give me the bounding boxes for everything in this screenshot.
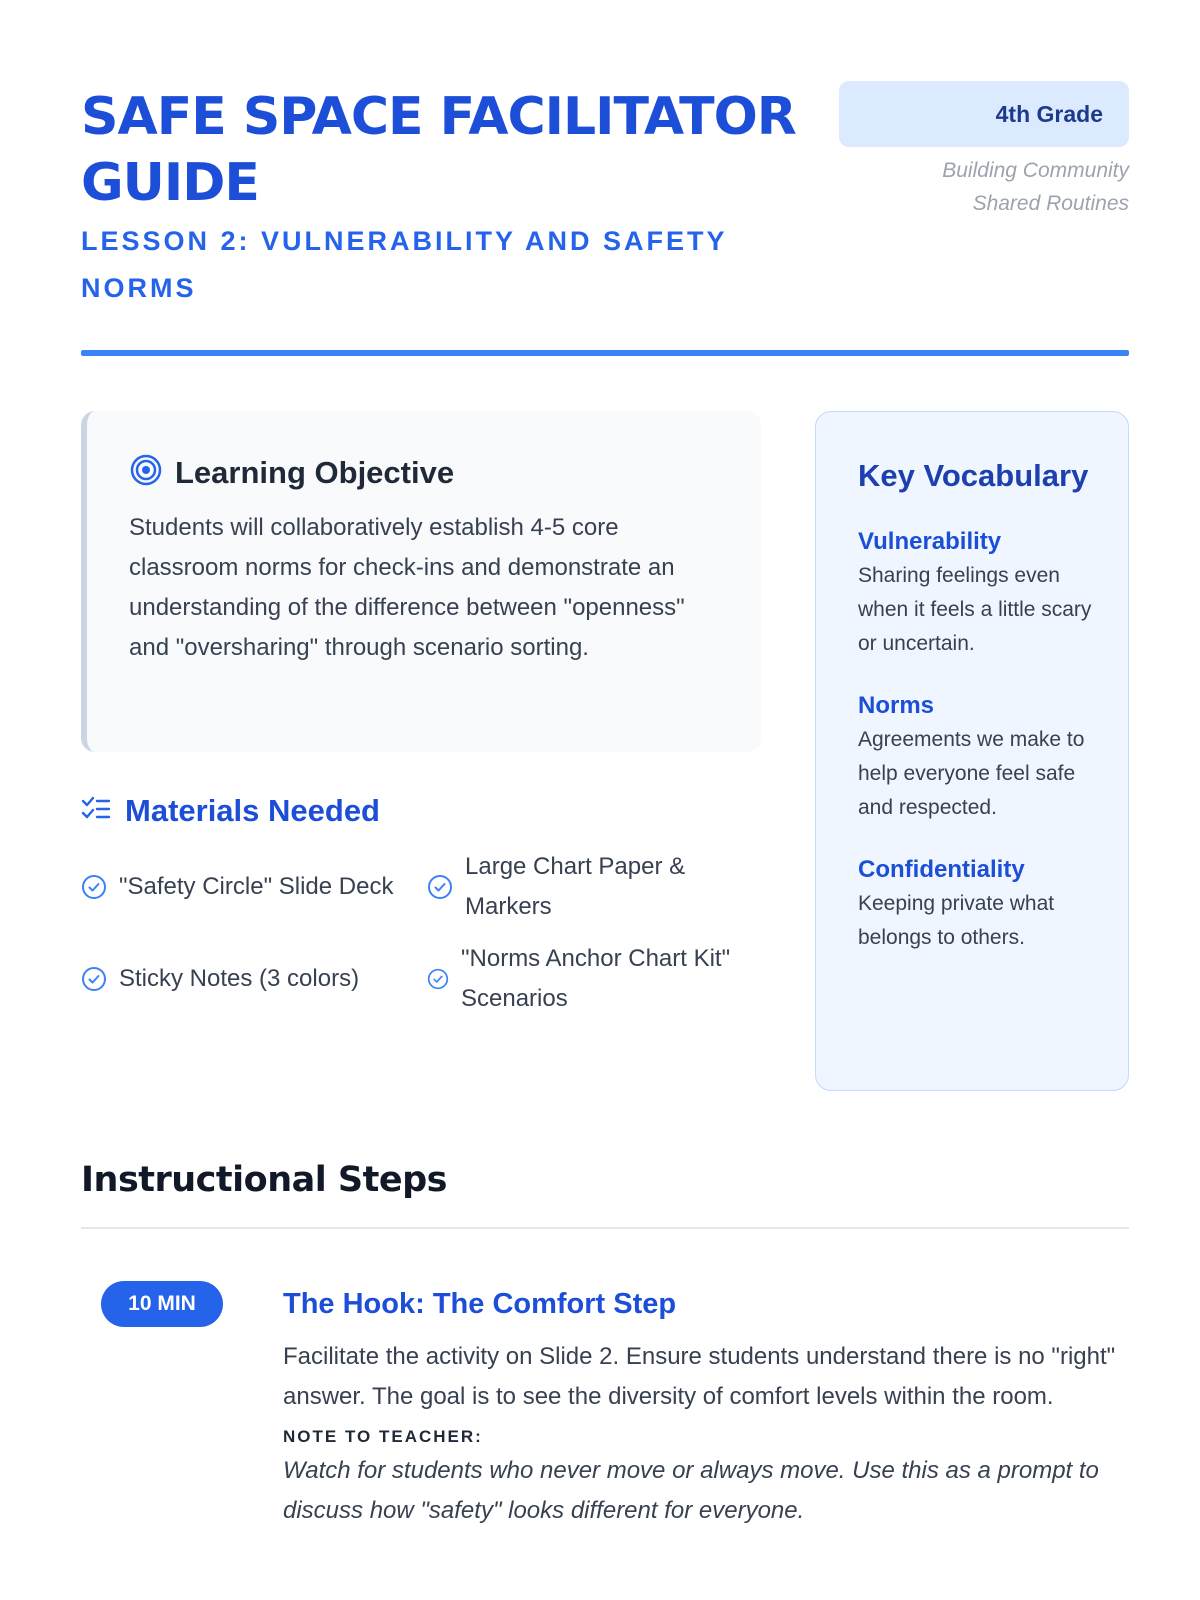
check-circle-icon	[81, 874, 107, 900]
target-icon	[129, 453, 163, 492]
page-title: SAFE SPACE FACILITATOR GUIDE	[81, 87, 796, 213]
vocab-definition: Keeping private what belongs to others.	[858, 892, 1055, 949]
lesson-subtitle: LESSON 2: VULNERABILITY AND SAFETY NORMS	[81, 226, 728, 303]
page-header	[81, 84, 1129, 312]
steps-divider	[81, 1227, 1129, 1229]
list-item	[427, 939, 761, 1019]
vocab-entry	[858, 525, 1098, 661]
topic-tag: Shared Routines	[972, 192, 1129, 215]
key-vocabulary-card	[815, 411, 1129, 1091]
list-item	[81, 939, 427, 1019]
material-label: "Norms Anchor Chart Kit" Scenarios	[461, 945, 731, 1012]
topic-tag: Building Community	[942, 159, 1129, 182]
checklist-icon	[81, 796, 111, 827]
list-item	[427, 847, 761, 927]
objective-title: Learning Objective	[175, 454, 455, 490]
vocabulary-title: Key Vocabulary	[858, 458, 1089, 493]
material-label: Sticky Notes (3 colors)	[119, 965, 360, 992]
step-text: Facilitate the activity on Slide 2. Ensure students understand there is no "right" answer. The goal is to see the diversity of comfort levels within the room.	[283, 1343, 1116, 1410]
materials-section	[81, 793, 761, 1019]
check-circle-icon	[427, 874, 453, 900]
check-circle-icon	[81, 966, 107, 992]
objective-text: Students will collaboratively establish 4-5 core classroom norms for check-ins and demonstrate an understanding of the difference between "openness" and "oversharing" through scenario sorting.	[129, 514, 685, 661]
materials-title: Materials Needed	[125, 793, 380, 828]
material-label: Large Chart Paper & Markers	[465, 853, 686, 920]
teacher-note-label: NOTE TO TEACHER:	[283, 1427, 483, 1446]
teacher-note: Watch for students who never move or always move. Use this as a prompt to discuss how "safety" looks different for everyone.	[283, 1457, 1099, 1524]
vocab-term: Vulnerability	[858, 528, 1002, 555]
header-divider	[81, 350, 1129, 356]
learning-objective-card	[81, 411, 761, 752]
duration-badge: 10 MIN	[101, 1281, 223, 1327]
grade-badge: 4th Grade	[839, 81, 1129, 147]
vocab-term: Confidentiality	[858, 856, 1025, 883]
vocab-definition: Agreements we make to help everyone feel safe and respected.	[858, 728, 1085, 819]
steps-heading: Instructional Steps	[81, 1160, 447, 1200]
vocab-entry	[858, 689, 1098, 825]
list-item	[81, 847, 427, 927]
vocab-term: Norms	[858, 692, 935, 719]
material-label: "Safety Circle" Slide Deck	[119, 873, 394, 900]
vocab-entry	[858, 853, 1098, 955]
topic-tags	[942, 154, 1129, 220]
vocab-definition: Sharing feelings even when it feels a little scary or uncertain.	[858, 564, 1092, 655]
step-title: The Hook: The Comfort Step	[283, 1288, 677, 1320]
check-circle-icon	[427, 968, 449, 990]
